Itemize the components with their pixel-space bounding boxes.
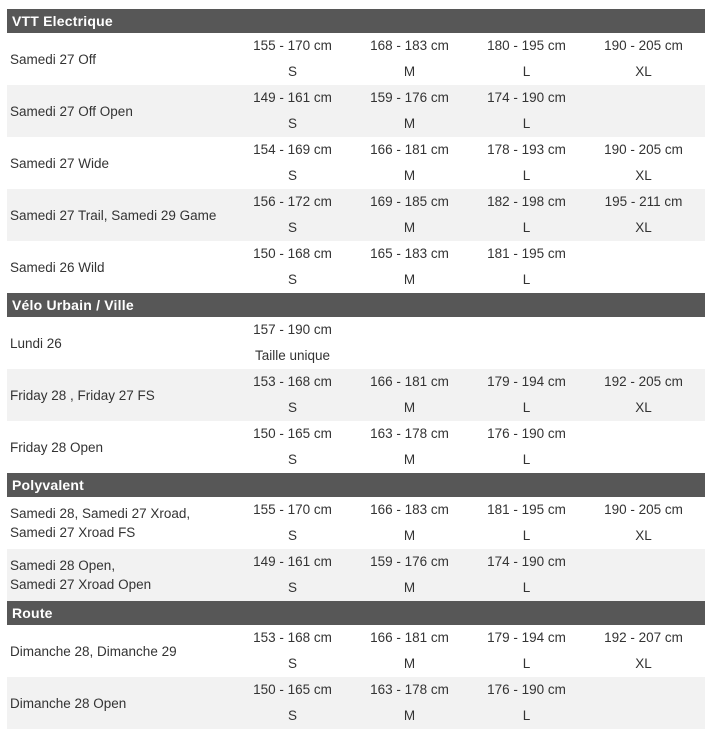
- size-label: L: [522, 528, 531, 543]
- size-label: Taille unique: [254, 348, 331, 363]
- table-row: [7, 497, 705, 549]
- size-label: L: [522, 168, 531, 183]
- height-range: 176 - 190 cm: [487, 426, 566, 441]
- model-name-cell: [7, 241, 234, 293]
- height-range: 165 - 183 cm: [370, 246, 449, 261]
- size-cell: [234, 421, 351, 473]
- table-row: [7, 189, 705, 241]
- size-label: S: [287, 452, 297, 467]
- section-header: Vélo Urbain / Ville: [7, 293, 705, 317]
- size-cell: [351, 677, 468, 729]
- size-label: M: [403, 168, 416, 183]
- size-cell-empty: [585, 677, 702, 729]
- size-label: L: [522, 656, 531, 671]
- model-name-line: Samedi 26 Wild: [10, 259, 105, 275]
- size-label: S: [287, 580, 297, 595]
- height-range: 174 - 190 cm: [487, 554, 566, 569]
- size-cell: [351, 33, 468, 85]
- height-range: 166 - 183 cm: [370, 502, 449, 517]
- table-row: [7, 241, 705, 293]
- height-range: 150 - 165 cm: [253, 426, 332, 441]
- model-name-cell: [7, 677, 234, 729]
- section-header: Polyvalent: [7, 473, 705, 497]
- height-range: 179 - 194 cm: [487, 630, 566, 645]
- size-cell: [234, 189, 351, 241]
- size-label: XL: [635, 528, 652, 543]
- size-cell: [468, 369, 585, 421]
- height-range: 149 - 161 cm: [253, 90, 332, 105]
- size-label: M: [403, 64, 416, 79]
- size-cell: [468, 549, 585, 601]
- table-row: [7, 317, 705, 369]
- size-label: L: [522, 452, 531, 467]
- size-label: L: [522, 116, 531, 131]
- model-name-cell: [7, 497, 234, 549]
- height-range: 181 - 195 cm: [487, 246, 566, 261]
- height-range: 192 - 205 cm: [604, 374, 683, 389]
- size-label: S: [287, 708, 297, 723]
- model-name-line: Friday 28 , Friday 27 FS: [10, 387, 155, 403]
- model-name-line: Samedi 27 Xroad FS: [10, 525, 136, 540]
- size-cell: [468, 137, 585, 189]
- size-cell: [585, 369, 702, 421]
- size-cell: [234, 497, 351, 549]
- size-cell: [468, 85, 585, 137]
- size-cell: [585, 189, 702, 241]
- size-cell-empty: [585, 241, 702, 293]
- model-name-cell: [7, 625, 234, 677]
- table-row: [7, 625, 705, 677]
- size-label: S: [287, 400, 297, 415]
- model-name-line: Samedi 28, Samedi 27 Xroad,: [10, 506, 191, 521]
- model-name-cell: [7, 549, 234, 601]
- size-label: S: [287, 220, 297, 235]
- size-label: S: [287, 116, 297, 131]
- height-range: 157 - 190 cm: [253, 322, 332, 337]
- height-range: 192 - 207 cm: [604, 630, 683, 645]
- size-cell: [585, 497, 702, 549]
- height-range: 178 - 193 cm: [487, 142, 566, 157]
- size-cell: [351, 189, 468, 241]
- size-label: L: [522, 64, 531, 79]
- model-name-cell: [7, 85, 234, 137]
- height-range: 159 - 176 cm: [370, 554, 449, 569]
- size-cell-empty: [585, 317, 702, 369]
- height-range: 153 - 168 cm: [253, 630, 332, 645]
- size-label: S: [287, 64, 297, 79]
- model-name-line: Samedi 27 Trail, Samedi 29 Game: [10, 207, 217, 223]
- height-range: 181 - 195 cm: [487, 502, 566, 517]
- size-cell-empty: [585, 421, 702, 473]
- bike-size-chart: [7, 9, 705, 729]
- size-label: XL: [635, 168, 652, 183]
- model-name-line: Friday 28 Open: [10, 439, 104, 455]
- table-row: [7, 33, 705, 85]
- size-label: M: [403, 452, 416, 467]
- size-cell: [351, 241, 468, 293]
- size-cell: [468, 625, 585, 677]
- size-cell-empty: [351, 317, 468, 369]
- height-range: 163 - 178 cm: [370, 682, 449, 697]
- size-label: M: [403, 272, 416, 287]
- size-cell: [351, 497, 468, 549]
- size-label: S: [287, 656, 297, 671]
- height-range: 182 - 198 cm: [487, 194, 566, 209]
- size-cell: [468, 33, 585, 85]
- size-cell: [585, 33, 702, 85]
- height-range: 190 - 205 cm: [604, 502, 683, 517]
- height-range: 156 - 172 cm: [253, 194, 332, 209]
- size-cell: [468, 677, 585, 729]
- size-label: M: [403, 400, 416, 415]
- height-range: 154 - 169 cm: [253, 142, 332, 157]
- height-range: 150 - 165 cm: [253, 682, 332, 697]
- size-label: L: [522, 272, 531, 287]
- size-cell-empty: [585, 85, 702, 137]
- section-header: Route: [7, 601, 705, 625]
- table-row: [7, 421, 705, 473]
- size-cell: [234, 85, 351, 137]
- section-header: VTT Electrique: [7, 9, 705, 33]
- size-cell: [234, 33, 351, 85]
- size-label: M: [403, 528, 416, 543]
- height-range: 166 - 181 cm: [370, 630, 449, 645]
- model-name-line: Dimanche 28 Open: [10, 695, 127, 711]
- size-label: L: [522, 400, 531, 415]
- height-range: 150 - 168 cm: [253, 246, 332, 261]
- table-row: [7, 137, 705, 189]
- size-cell: [351, 421, 468, 473]
- model-name-cell: [7, 421, 234, 473]
- size-label: L: [522, 580, 531, 595]
- model-name-line: Dimanche 28, Dimanche 29: [10, 643, 177, 659]
- size-cell: [234, 137, 351, 189]
- size-cell: [585, 625, 702, 677]
- size-label: M: [403, 656, 416, 671]
- size-label: M: [403, 708, 416, 723]
- size-cell: [351, 85, 468, 137]
- height-range: 166 - 181 cm: [370, 142, 449, 157]
- height-range: 155 - 170 cm: [253, 502, 332, 517]
- height-range: 174 - 190 cm: [487, 90, 566, 105]
- size-cell: [351, 137, 468, 189]
- height-range: 176 - 190 cm: [487, 682, 566, 697]
- model-name-line: Samedi 27 Off Open: [10, 103, 133, 119]
- size-label: M: [403, 116, 416, 131]
- height-range: 153 - 168 cm: [253, 374, 332, 389]
- height-range: 195 - 211 cm: [604, 194, 683, 209]
- size-cell: [468, 497, 585, 549]
- size-label: S: [287, 168, 297, 183]
- model-name-line: Samedi 28 Open,: [10, 558, 116, 573]
- model-name-cell: [7, 369, 234, 421]
- size-label: XL: [635, 220, 652, 235]
- table-row: [7, 369, 705, 421]
- height-range: 190 - 205 cm: [604, 38, 683, 53]
- size-label: XL: [635, 656, 652, 671]
- size-cell: [234, 625, 351, 677]
- height-range: 190 - 205 cm: [604, 142, 683, 157]
- height-range: 179 - 194 cm: [487, 374, 566, 389]
- size-cell-empty: [585, 549, 702, 601]
- size-label: L: [522, 708, 531, 723]
- size-label: S: [287, 272, 297, 287]
- model-name-cell: [7, 137, 234, 189]
- size-label: XL: [635, 64, 652, 79]
- size-cell: [468, 421, 585, 473]
- size-cell: [234, 241, 351, 293]
- size-cell: [468, 241, 585, 293]
- model-name-line: Samedi 27 Off: [10, 51, 97, 67]
- height-range: 168 - 183 cm: [370, 38, 449, 53]
- model-name-line: Samedi 27 Xroad Open: [10, 577, 152, 592]
- model-name-cell: [7, 33, 234, 85]
- size-label: S: [287, 528, 297, 543]
- size-cell: [234, 317, 351, 369]
- size-cell: [585, 137, 702, 189]
- size-label: XL: [635, 400, 652, 415]
- size-cell: [234, 549, 351, 601]
- size-label: M: [403, 220, 416, 235]
- size-label: L: [522, 220, 531, 235]
- model-name-cell: [7, 189, 234, 241]
- height-range: 180 - 195 cm: [487, 38, 566, 53]
- size-label: M: [403, 580, 416, 595]
- table-row: [7, 85, 705, 137]
- size-cell: [234, 369, 351, 421]
- table-row: [7, 549, 705, 601]
- model-name-cell: [7, 317, 234, 369]
- size-cell-empty: [468, 317, 585, 369]
- size-cell: [234, 677, 351, 729]
- height-range: 169 - 185 cm: [370, 194, 449, 209]
- height-range: 155 - 170 cm: [253, 38, 332, 53]
- size-cell: [351, 625, 468, 677]
- size-cell: [351, 549, 468, 601]
- height-range: 163 - 178 cm: [370, 426, 449, 441]
- height-range: 159 - 176 cm: [370, 90, 449, 105]
- height-range: 166 - 181 cm: [370, 374, 449, 389]
- height-range: 149 - 161 cm: [253, 554, 332, 569]
- table-row: [7, 677, 705, 729]
- size-cell: [468, 189, 585, 241]
- size-cell: [351, 369, 468, 421]
- model-name-line: Samedi 27 Wide: [10, 155, 110, 171]
- model-name-line: Lundi 26: [10, 335, 62, 351]
